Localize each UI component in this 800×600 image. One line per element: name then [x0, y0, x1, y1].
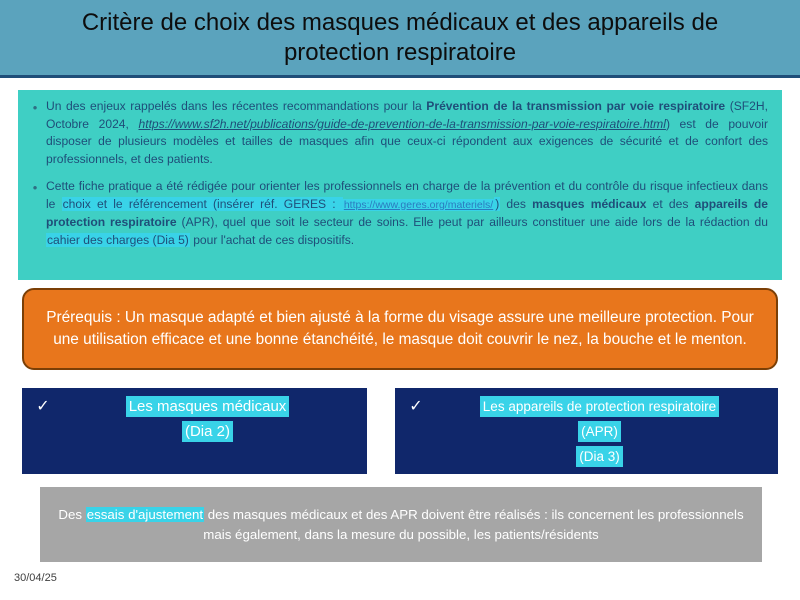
intro-bullet-1-part3: ) est de pouvoir disposer de plusieurs modèles et tailles de masques afin que ceux-ci répondent aux exigences de sécurité et de confort des professionnels, et des patients.: [46, 116, 768, 166]
bullet-icon: •: [32, 180, 38, 195]
intro-bullet-2-highlight-1: choix et le référencement (insérer réf. GERES :: [62, 196, 342, 211]
bullet-icon: •: [32, 100, 38, 115]
footer-note-highlight: essais d'ajustement: [86, 506, 204, 522]
intro-block: [18, 90, 782, 280]
card-apr-line-3: (Dia 3): [576, 446, 623, 467]
intro-bullet-2-part2: des: [500, 196, 533, 211]
card-appareils-protection-respiratoire[interactable]: [395, 388, 778, 474]
card-masques-medicaux[interactable]: [22, 388, 367, 474]
card-apr-line-1: Les appareils de protection respiratoire: [480, 396, 719, 417]
footer-note-box: [40, 487, 762, 562]
page-title: Critère de choix des masques médicaux et des appareils de protection respiratoire: [81, 9, 719, 66]
card-apr-line-2: (APR): [578, 421, 621, 442]
intro-bullet-1: [46, 98, 768, 168]
intro-bullet-2-part3: et des: [646, 196, 695, 211]
intro-bullet-2-strong-2: appareils de protection respiratoire: [46, 196, 768, 229]
footer-note-part1: Des: [58, 506, 86, 522]
footer-note-text: [54, 505, 748, 545]
geres-link[interactable]: https://www.geres.org/materiels/: [343, 198, 494, 211]
sf2h-link[interactable]: https://www.sf2h.net/publications/guide-de-prevention-de-la-transmission-par-voie-respiratoire.html: [138, 116, 666, 131]
list-item: [24, 178, 768, 249]
intro-bullet-2-strong-1: masques médicaux: [532, 196, 647, 211]
intro-bullet-2-highlight-2: ): [495, 196, 500, 211]
slide-title-band: [0, 0, 800, 78]
slide-date: 30/04/25: [14, 572, 57, 584]
footer-note-part2: des masques médicaux et des APR doivent être réalisés : ils concernent les professionnels mais également, dans la mesure du possible, les patients/résidents: [203, 506, 744, 542]
card-masques-line-1: Les masques médicaux: [126, 396, 290, 417]
intro-bullet-2-part5: pour l'achat de ces dispositifs.: [189, 232, 355, 247]
prerequisite-text: Prérequis : Un masque adapté et bien ajusté à la forme du visage assure une meilleure protection. Pour une utilisation efficace et une bonne étanchéité, le masque doit couvrir le nez, la bouche et le menton.: [46, 309, 754, 348]
check-icon: ✓: [409, 398, 423, 415]
card-masques-line-2: (Dia 2): [182, 421, 233, 442]
list-item: [24, 98, 768, 168]
intro-bullet-1-part2: (SF2H, Octobre 2024,: [46, 99, 768, 131]
intro-bullet-2-part4: (APR), quel que soit le secteur de soins. Elle peut par ailleurs constituer une aide lors de la rédaction du: [176, 215, 768, 229]
check-icon: ✓: [36, 398, 50, 415]
intro-bullet-2-highlight-3: cahier des charges (Dia 5): [47, 232, 189, 247]
intro-bullet-2-part1: Cette fiche pratique a été rédigée pour orienter les professionnels en charge de la prévention et du contrôle du risque infectieux dans le: [46, 179, 768, 211]
intro-bullet-2: [46, 178, 768, 249]
intro-bullet-1-strong: Prévention de la transmission par voie respiratoire: [426, 99, 726, 113]
intro-bullet-1-part1: Un des enjeux rappelés dans les récentes recommandations pour la: [46, 99, 427, 113]
prerequisite-callout: [22, 288, 778, 370]
